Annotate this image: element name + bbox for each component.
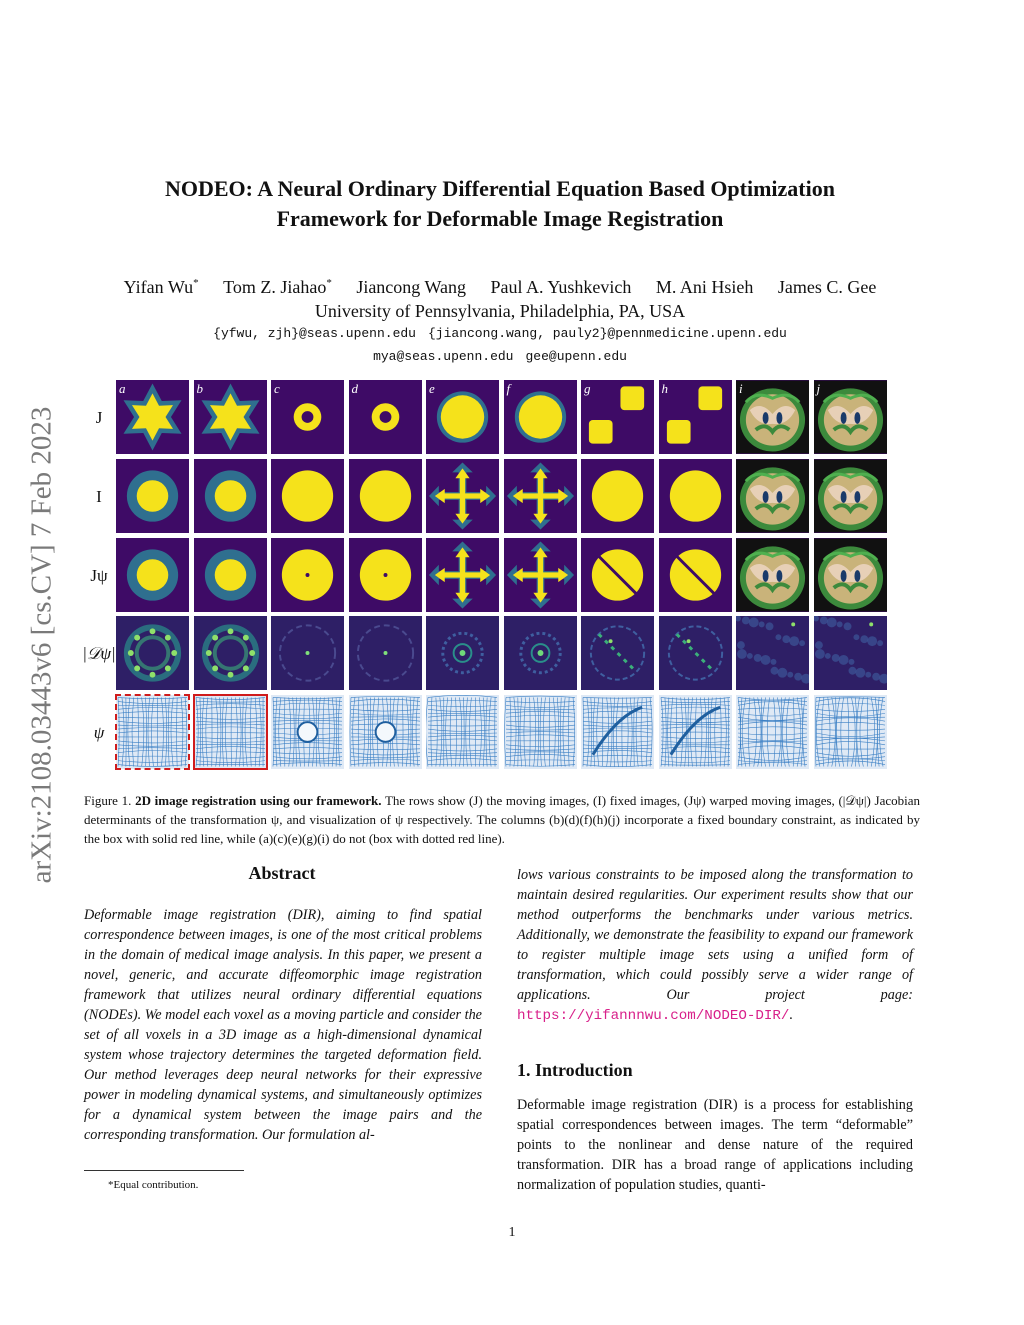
- email: mya@seas.upenn.edu: [373, 349, 514, 364]
- figure-panel: [194, 459, 267, 533]
- figure-panel: [659, 380, 732, 454]
- figure-panel: [426, 538, 499, 612]
- affiliation: University of Pennsylvania, Philadelphia, PA, USA: [314, 301, 686, 321]
- intro-text: Deformable image registration (DIR) is a process for establishing spatial correspondences between images. The term “deformable” points to the nonlinear and dense nature of the required transformation. DIR has a broad range of applications including normalization of population studies, quanti-: [517, 1097, 913, 1193]
- figure-panel: [581, 459, 654, 533]
- author: Paul A. Yushkevich: [490, 277, 632, 297]
- title-line-1: NODEO: A Neural Ordinary Differential Equation Based Optimization: [164, 176, 835, 201]
- figure-panel: [814, 380, 887, 454]
- figure-panel: [349, 380, 422, 454]
- figure-panel: [349, 459, 422, 533]
- figure-panel: [426, 380, 499, 454]
- footnote: *Equal contribution.: [108, 1179, 199, 1191]
- figure-panel: [659, 459, 732, 533]
- figure-panel: [194, 695, 267, 769]
- figure-panel: [426, 616, 499, 690]
- abstract-continued: lows various constraints to be imposed along the transformation to maintain desired regularities. Our experiment results show that our method outperforms the benchmarks under various metrics. Additionally, we demonstrate the feasibility to expand our framework to register multiple image sets using a unified form of transformation, which could possibly serve a wider range of applications. Our project page: https://yifannnwu.com/NODEO-DIR/.: [517, 867, 913, 1024]
- figure-panel: [194, 380, 267, 454]
- figure-panel: [504, 380, 577, 454]
- figure-panel: [814, 616, 887, 690]
- column-letter: i: [739, 381, 743, 396]
- figure-panel: [504, 538, 577, 612]
- intro-heading: 1. Introduction: [517, 1060, 633, 1080]
- figure-panel: [581, 380, 654, 454]
- author-block: [80, 271, 920, 323]
- column-letter: h: [661, 381, 668, 396]
- column-letter: c: [274, 381, 280, 396]
- author-names: [80, 271, 920, 299]
- figure-panel: [659, 695, 732, 769]
- author: James C. Gee: [777, 277, 877, 297]
- row-label: I: [96, 487, 102, 506]
- figure-panel: [504, 459, 577, 533]
- column-letter: d: [351, 381, 358, 396]
- author: M. Ani Hsieh: [655, 277, 754, 297]
- figure-panel: [814, 695, 887, 769]
- figure-panel: [116, 538, 189, 612]
- column-letter: e: [429, 381, 435, 396]
- figure-panel: [349, 695, 422, 769]
- figure-1: [80, 380, 920, 775]
- figure-panel: [194, 538, 267, 612]
- figure-panel: [426, 459, 499, 533]
- arxiv-stamp: arXiv:2108.03443v6 [cs.CV] 7 Feb 2023: [25, 406, 58, 884]
- email: {jiancong.wang, pauly2}@pennmedicine.upenn.edu: [427, 326, 787, 341]
- author: Jiancong Wang: [356, 277, 467, 297]
- figure-panel: [736, 538, 809, 612]
- figure-panel: [116, 616, 189, 690]
- row-label: ψ: [93, 723, 105, 742]
- row-label: Jψ: [90, 566, 108, 585]
- row-label: J: [95, 408, 103, 427]
- column-letter: g: [584, 381, 591, 396]
- figure-panel: [426, 695, 499, 769]
- figure-panel: [659, 616, 732, 690]
- figure-panel: [581, 616, 654, 690]
- figure-panel: [349, 616, 422, 690]
- figure-panel: [581, 538, 654, 612]
- figure-caption: Figure 1. 2D image registration using our framework. The rows show (J) the moving images, (I) fixed images, (Jψ) warped moving images, (|𝒟ψ|) Jacobian determinants of the transformation ψ, and visualization of ψ respectively. The columns (b)(d)(f)(h)(j) incorporate a fixed boundary constraint, as indicated by the box with solid red line, while (a)(c)(e)(g)(i) do not (box with dotted red line).: [84, 793, 921, 846]
- figure-panel: [271, 695, 344, 769]
- figure-panel: [736, 459, 809, 533]
- figure-panel: [116, 459, 189, 533]
- email: gee@upenn.edu: [525, 349, 627, 364]
- figure-panel: [504, 695, 577, 769]
- figure-panel: [504, 616, 577, 690]
- row-label: |𝒟ψ|: [82, 644, 116, 663]
- column-letter: a: [119, 381, 126, 396]
- figure-panel: [116, 695, 189, 769]
- author: Tom Z. Jiahao*: [223, 277, 332, 297]
- email-block: [80, 322, 920, 368]
- column-letter: j: [816, 381, 821, 396]
- figure-panel: [349, 538, 422, 612]
- figure-panel: [659, 538, 732, 612]
- abstract-text: Deformable image registration (DIR), aiming to find spatial correspondence between images, is one of the most critical problems in the domain of medical image analysis. In this paper, we present a novel, generic, and accurate diffeomorphic image registration framework that utilizes neural ordinary differential equations (NODEs). We model each voxel as a moving particle and consider the set of all voxels in a 3D image as a high-dimensional dynamical system whose trajectory determines the targeted deformation field. Our method leverages deep neural networks for their expressive power in modeling dynamical systems, and simultaneously optimizes for a dynamical system between the image pairs and the corresponding transformation. Our formulation al-: [84, 907, 482, 1143]
- figure-panel: [736, 695, 809, 769]
- figure-panel: [736, 616, 809, 690]
- page-number: 1: [508, 1225, 516, 1240]
- figure-panel: [271, 538, 344, 612]
- figure-panel: [271, 616, 344, 690]
- figure-panel: [271, 459, 344, 533]
- title-line-2: Framework for Deformable Image Registration: [276, 206, 724, 231]
- figure-panel: [194, 616, 267, 690]
- email: {yfwu, zjh}@seas.upenn.edu: [213, 326, 416, 341]
- footnote-rule: [84, 1170, 244, 1171]
- author: Yifan Wu*: [123, 277, 199, 297]
- column-letter: f: [506, 381, 511, 396]
- figure-panel: [814, 538, 887, 612]
- project-link[interactable]: https://yifannnwu.com/NODEO-DIR/: [517, 1008, 790, 1024]
- column-letter: b: [196, 381, 203, 396]
- figure-panel: [116, 380, 189, 454]
- figure-panel: [581, 695, 654, 769]
- abstract-heading: Abstract: [248, 863, 316, 883]
- paper-title: [80, 174, 920, 234]
- figure-panel: [814, 459, 887, 533]
- figure-panel: [271, 380, 344, 454]
- figure-panel: [736, 380, 809, 454]
